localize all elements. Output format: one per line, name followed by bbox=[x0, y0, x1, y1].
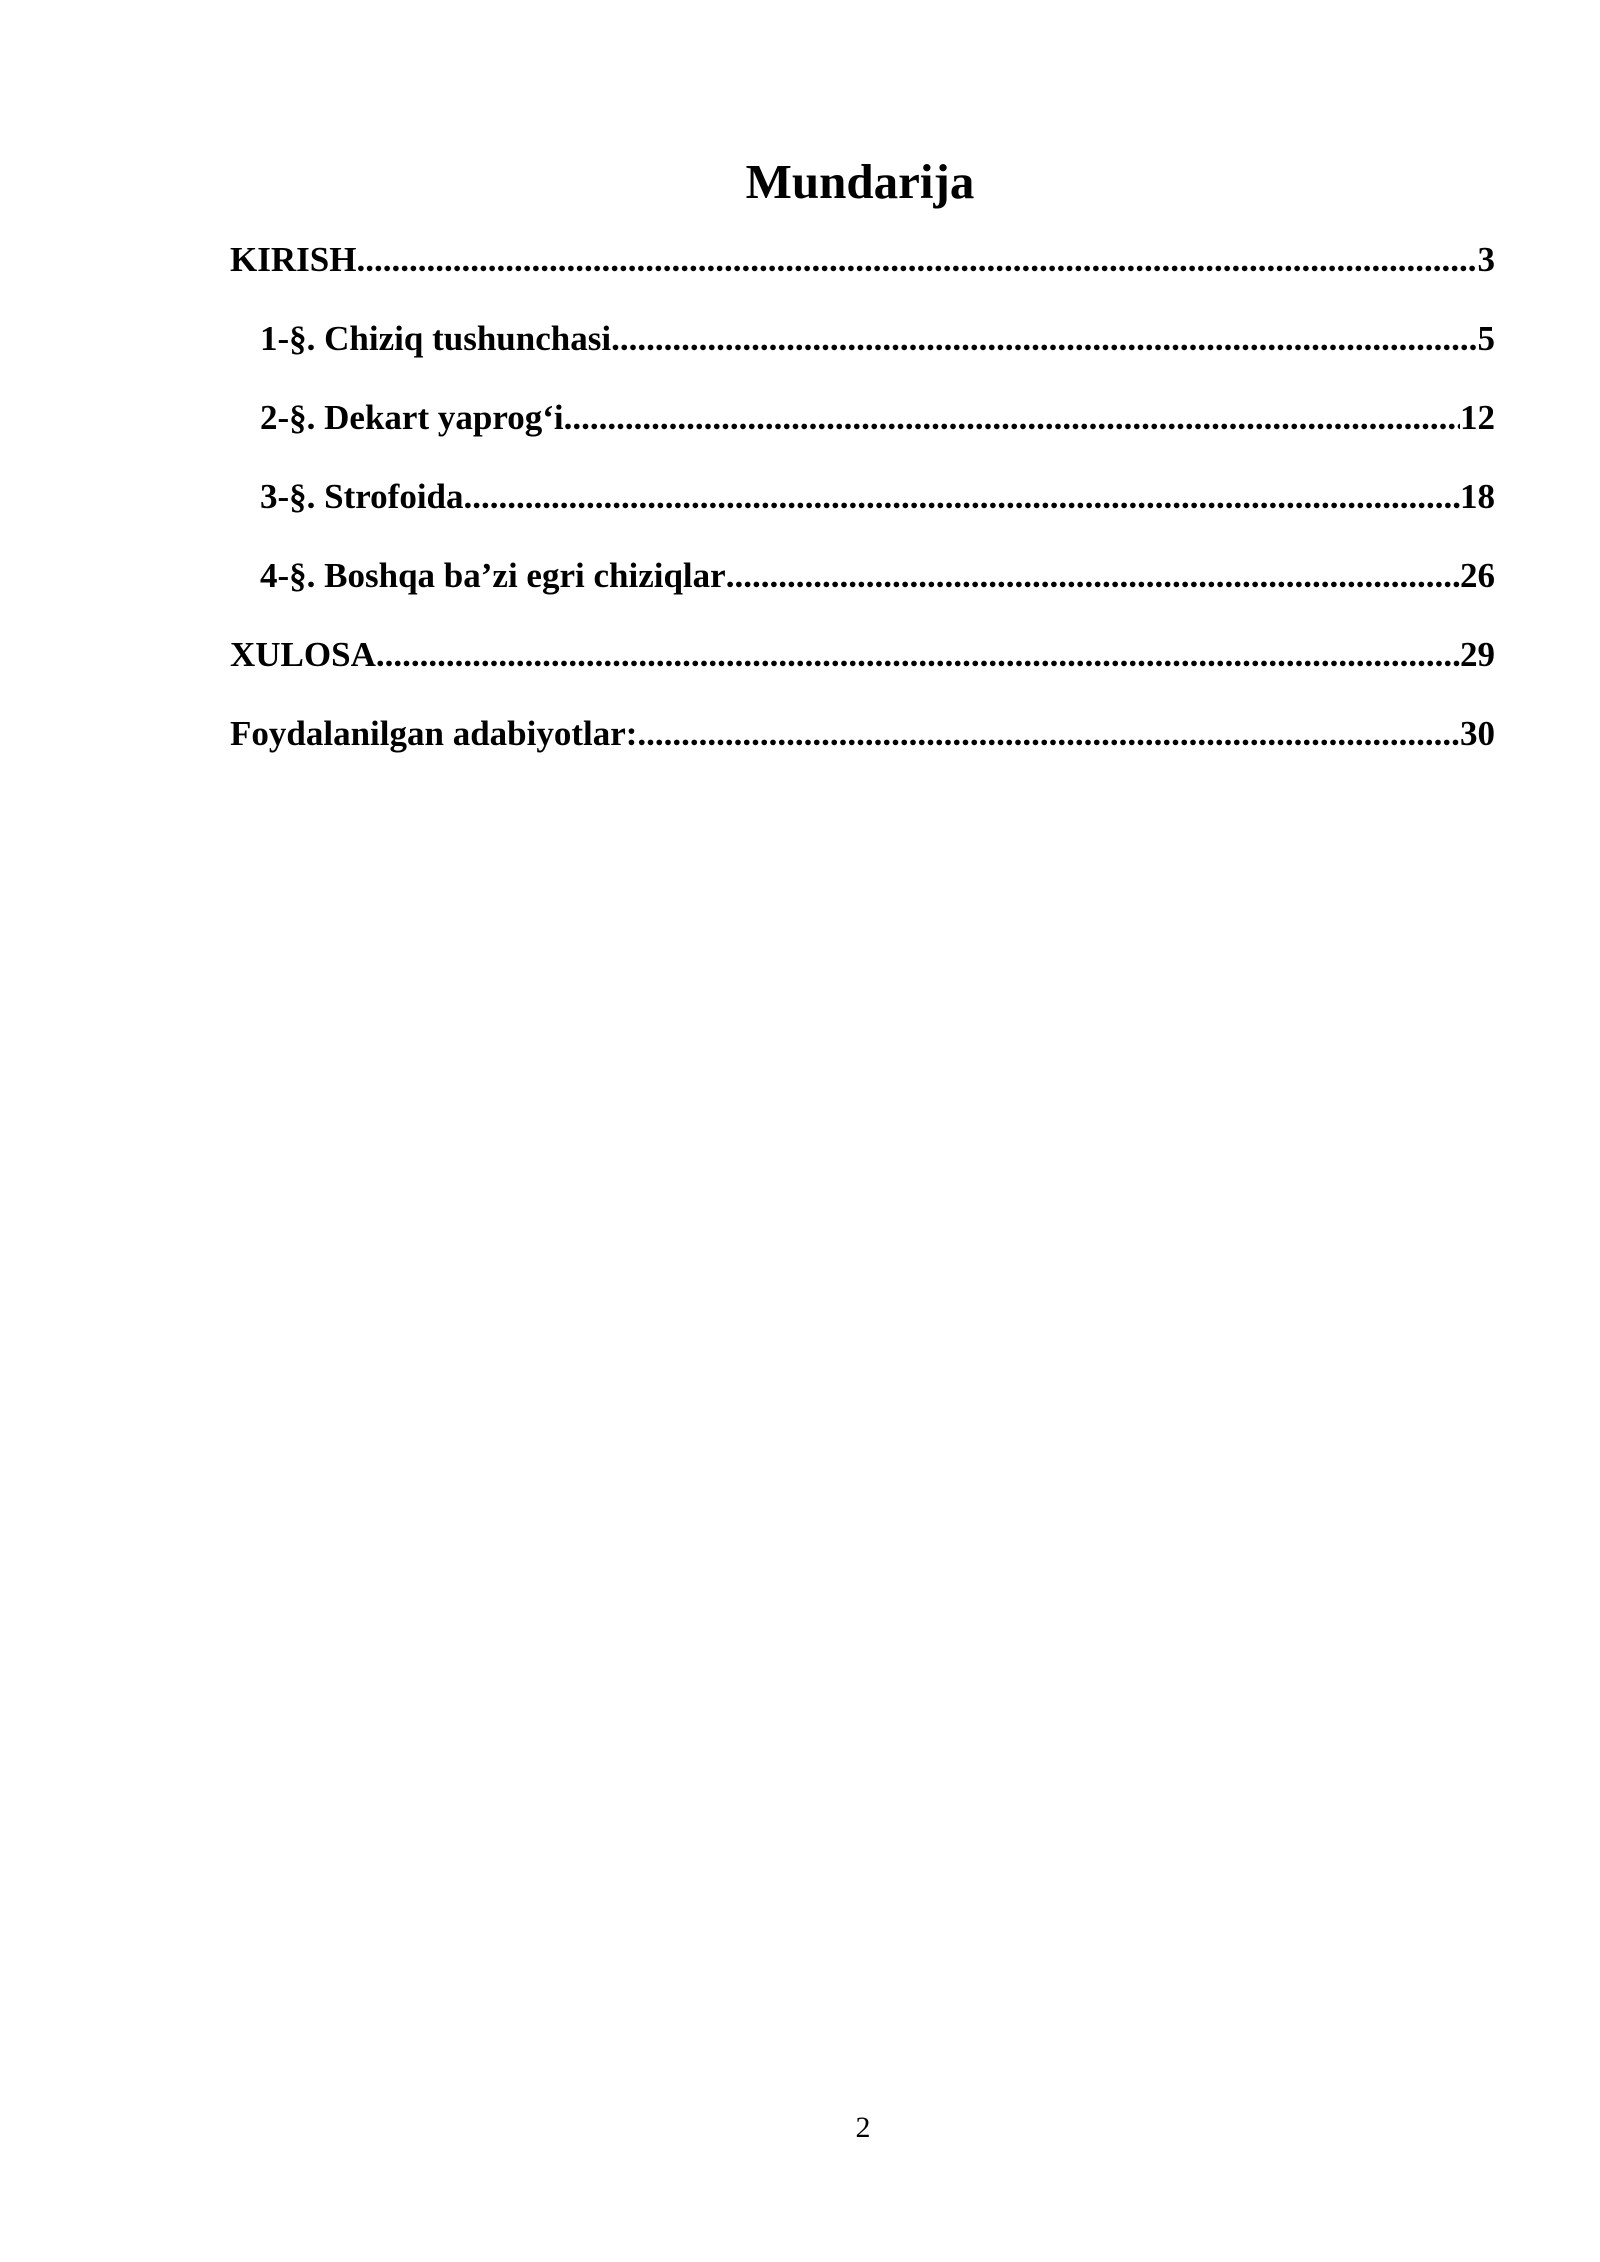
toc-entry-label: XULOSA bbox=[230, 635, 376, 674]
toc-entry-label: Foydalanilgan adabiyotlar: bbox=[230, 714, 638, 753]
table-of-contents bbox=[230, 236, 1495, 789]
toc-dot-leader bbox=[376, 631, 1460, 679]
toc-entry-page: 30 bbox=[1460, 714, 1495, 753]
toc-entry-page: 12 bbox=[1460, 398, 1495, 437]
toc-entry-page: 29 bbox=[1460, 635, 1495, 674]
toc-entry-label: KIRISH bbox=[230, 240, 357, 279]
toc-entry-page: 26 bbox=[1460, 556, 1495, 595]
toc-entry-xulosa[interactable] bbox=[230, 631, 1495, 710]
toc-dot-leader bbox=[356, 236, 1477, 284]
toc-dot-leader bbox=[637, 710, 1460, 758]
toc-entry-kirish[interactable] bbox=[230, 236, 1495, 315]
toc-entry-label: 4-§. Boshqa ba’zi egri chiziqlar bbox=[260, 556, 726, 595]
toc-entry-section-3[interactable] bbox=[230, 473, 1495, 552]
toc-dot-leader bbox=[464, 473, 1460, 521]
toc-entry-page: 5 bbox=[1477, 319, 1495, 358]
toc-dot-leader bbox=[726, 552, 1460, 600]
toc-entry-label: 3-§. Strofoida bbox=[260, 477, 464, 516]
toc-entry-label: 1-§. Chiziq tushunchasi bbox=[260, 319, 612, 358]
toc-entry-page: 3 bbox=[1477, 240, 1495, 279]
page-number: 2 bbox=[855, 2111, 871, 2144]
toc-dot-leader bbox=[564, 394, 1460, 442]
toc-entry-section-2[interactable] bbox=[230, 394, 1495, 473]
toc-dot-leader bbox=[611, 315, 1477, 363]
toc-entry-page: 18 bbox=[1460, 477, 1495, 516]
toc-entry-references[interactable] bbox=[230, 710, 1495, 789]
page-title: Mundarija bbox=[745, 154, 975, 209]
toc-entry-section-1[interactable] bbox=[230, 315, 1495, 394]
toc-entry-section-4[interactable] bbox=[230, 552, 1495, 631]
toc-entry-label: 2-§. Dekart yaprog‘i bbox=[260, 398, 564, 437]
